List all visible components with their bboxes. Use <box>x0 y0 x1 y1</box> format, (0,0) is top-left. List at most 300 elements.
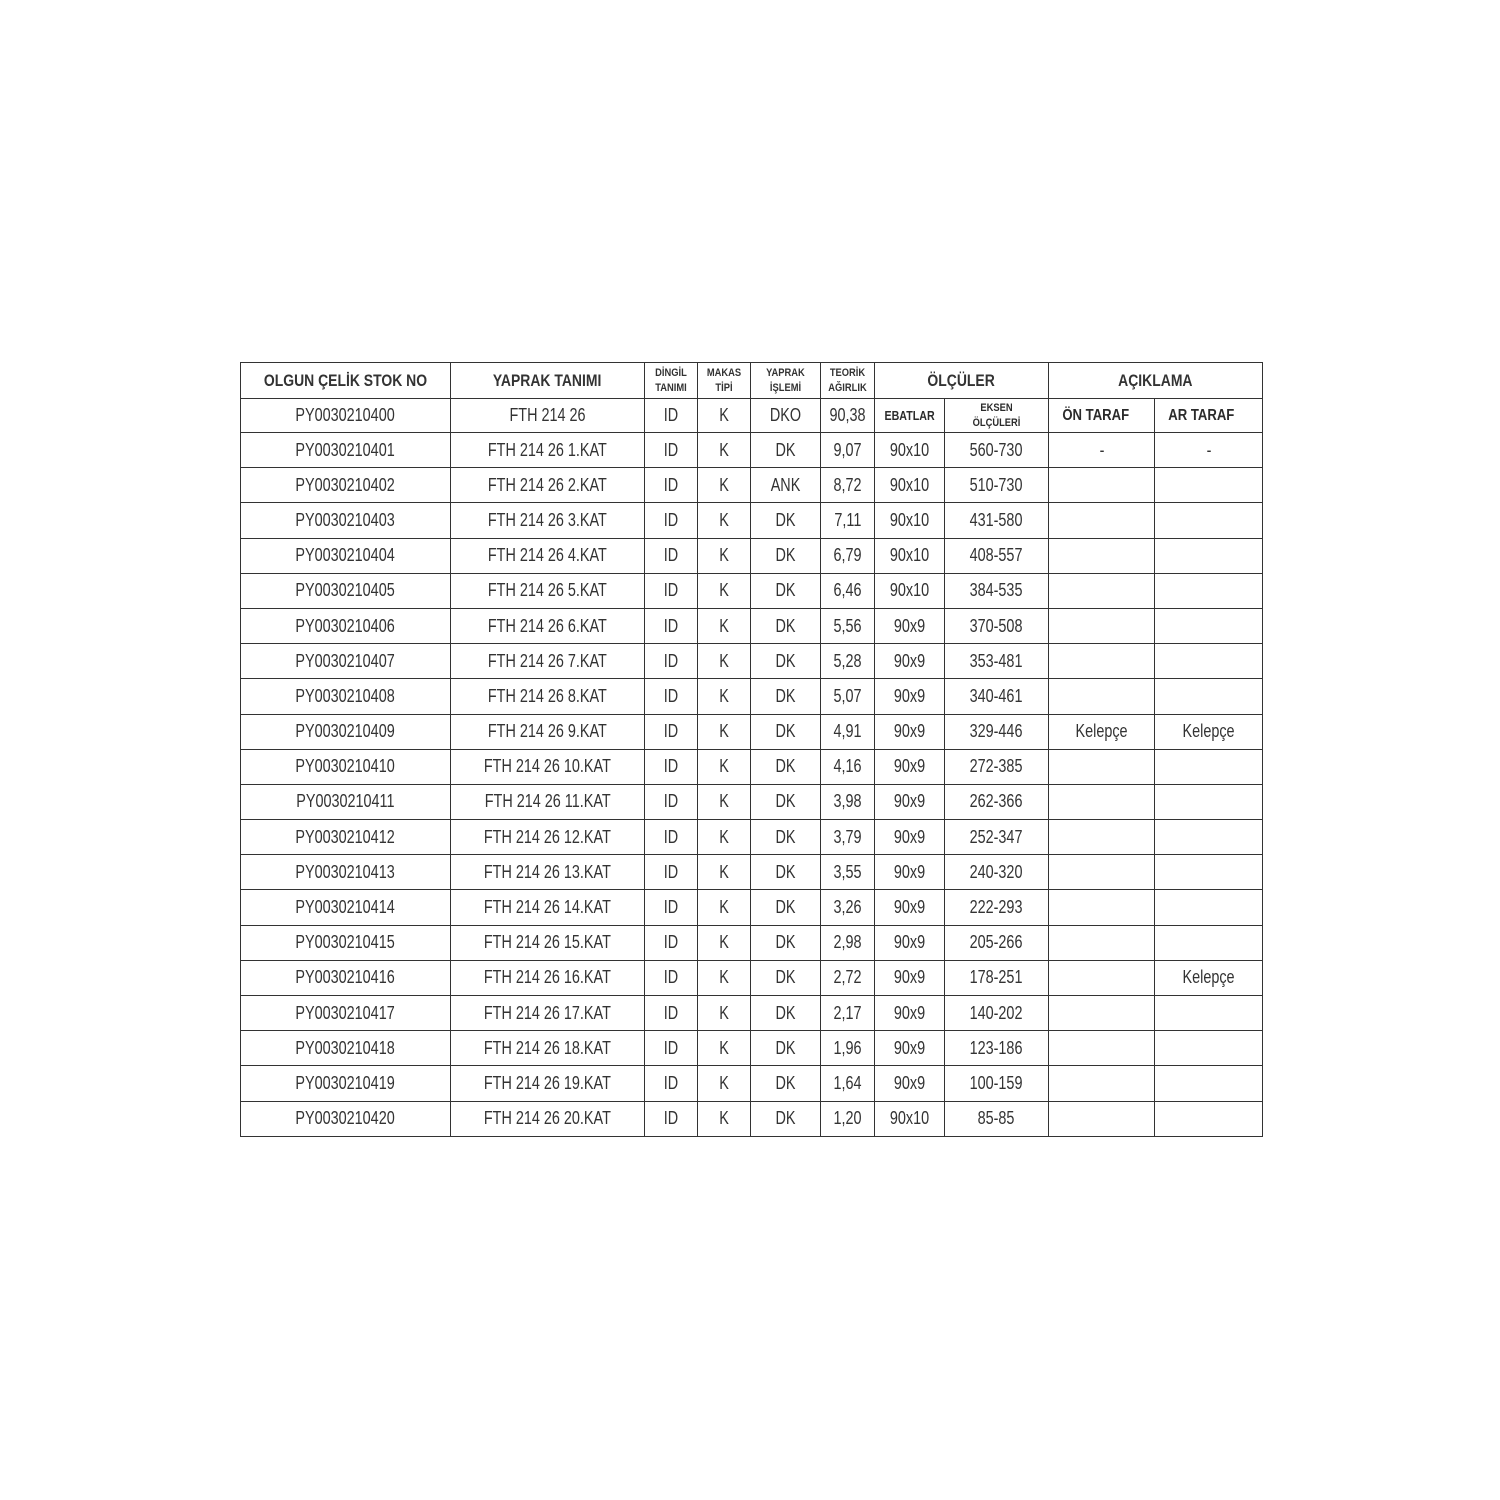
shear-cell-text: K <box>719 545 729 566</box>
weight-cell <box>821 468 875 503</box>
front-side-cell <box>1049 996 1155 1031</box>
rear-side-cell-text: - <box>1206 439 1211 460</box>
axis-dims-cell-text: 262-366 <box>970 791 1023 812</box>
size-cell <box>875 855 945 890</box>
table-row <box>241 433 1263 468</box>
leaf-desc-cell-text: FTH 214 26 2.KAT <box>487 474 607 495</box>
axle-cell-text: ID <box>663 509 679 530</box>
axle-cell <box>645 1031 698 1066</box>
front-side-cell <box>1049 960 1155 995</box>
shear-cell <box>698 608 751 643</box>
axis-dims-cell <box>945 644 1049 679</box>
leaf-desc-cell <box>451 960 645 995</box>
leaf-desc-cell <box>451 749 645 784</box>
shear-cell-text: K <box>719 615 729 636</box>
axle-cell-text: ID <box>663 650 679 671</box>
axle-cell <box>645 855 698 890</box>
process-cell-text: DK <box>775 545 796 566</box>
rear-side-cell-text: Kelepçe <box>1182 721 1235 742</box>
axle-cell: ID <box>645 399 698 433</box>
process-cell-text: DK <box>775 1072 796 1093</box>
weight-cell-text: 2,72 <box>833 967 862 988</box>
front-side-cell <box>1049 925 1155 960</box>
spec-table-container <box>240 362 1262 1137</box>
rear-side-cell <box>1155 749 1263 784</box>
stock-no-cell <box>241 890 451 925</box>
weight-cell <box>821 503 875 538</box>
weight-cell <box>821 890 875 925</box>
axle-cell-text: ID <box>663 1072 679 1093</box>
stock-no-cell-text: PY0030210401 <box>295 439 396 460</box>
rear-side-cell <box>1155 468 1263 503</box>
rear-side-cell <box>1155 433 1263 468</box>
leaf-desc-cell-text: FTH 214 26 9.KAT <box>487 721 607 742</box>
axis-dims-cell-text: 272-385 <box>970 756 1023 777</box>
axle-cell <box>645 960 698 995</box>
table-row <box>241 820 1263 855</box>
shear-cell <box>698 820 751 855</box>
front-side-cell <box>1049 1101 1155 1136</box>
leaf-desc-cell-text: FTH 214 26 10.KAT <box>484 756 611 777</box>
stock-no-cell <box>241 1031 451 1066</box>
leaf-desc-cell <box>451 890 645 925</box>
weight-cell-text: 9,07 <box>833 439 862 460</box>
axis-dims-cell <box>945 433 1049 468</box>
front-side-cell <box>1049 608 1155 643</box>
process-cell <box>751 1031 821 1066</box>
axis-dims-cell-text: 100-159 <box>970 1072 1023 1093</box>
leaf-desc-cell-text: FTH 214 26 3.KAT <box>487 509 607 530</box>
rear-side-cell <box>1155 925 1263 960</box>
weight-cell <box>821 784 875 819</box>
process-cell <box>751 714 821 749</box>
stock-no-cell-text: PY0030210412 <box>295 826 396 847</box>
process-cell <box>751 749 821 784</box>
table-row <box>241 714 1263 749</box>
stock-no-cell <box>241 573 451 608</box>
axle-cell-text: ID <box>663 439 679 460</box>
front-side-cell <box>1049 1031 1155 1066</box>
leaf-desc-cell-text: FTH 214 26 7.KAT <box>487 650 607 671</box>
stock-no-cell-text: PY0030210413 <box>295 861 396 882</box>
table-row <box>241 1066 1263 1101</box>
size-cell <box>875 996 945 1031</box>
table-row <box>241 538 1263 573</box>
shear-cell-text: K <box>719 932 729 953</box>
stock-no-cell <box>241 608 451 643</box>
weight-cell <box>821 644 875 679</box>
shear-cell <box>698 960 751 995</box>
axis-dims-cell <box>945 996 1049 1031</box>
axle-cell <box>645 1101 698 1136</box>
leaf-desc-cell <box>451 714 645 749</box>
size-cell-text: 90x9 <box>893 615 926 636</box>
axle-cell <box>645 538 698 573</box>
stock-no-cell-text: PY0030210406 <box>295 615 396 636</box>
leaf-desc-cell-text: FTH 214 26 14.KAT <box>484 897 611 918</box>
process-cell <box>751 433 821 468</box>
shear-cell <box>698 714 751 749</box>
axis-dims-cell <box>945 855 1049 890</box>
axis-dims-cell <box>945 784 1049 819</box>
weight-cell <box>821 573 875 608</box>
leaf-desc-cell <box>451 925 645 960</box>
process-cell-text: DK <box>775 439 796 460</box>
rear-side-cell <box>1155 503 1263 538</box>
leaf-desc-cell <box>451 1066 645 1101</box>
shear-cell-text: K <box>719 756 729 777</box>
axle-cell-text: ID <box>663 1108 679 1129</box>
process-cell <box>751 573 821 608</box>
stock-no-cell-text: PY0030210415 <box>295 932 396 953</box>
axis-dims-cell <box>945 1031 1049 1066</box>
leaf-desc-cell <box>451 573 645 608</box>
process-cell <box>751 503 821 538</box>
axis-dims-cell-text: 370-508 <box>970 615 1023 636</box>
shear-cell <box>698 468 751 503</box>
axle-cell <box>645 1066 698 1101</box>
leaf-desc-cell-text: FTH 214 26 11.KAT <box>484 791 611 812</box>
process-cell-text: DK <box>775 932 796 953</box>
front-side-cell-text: - <box>1099 439 1104 460</box>
front-side-cell <box>1049 644 1155 679</box>
leaf-desc-cell <box>451 855 645 890</box>
stock-no-cell <box>241 679 451 714</box>
front-side-cell <box>1049 679 1155 714</box>
axis-dims-cell <box>945 503 1049 538</box>
col-header-shear-type: MAKAS TİPİ <box>698 363 751 399</box>
table-row <box>241 855 1263 890</box>
shear-cell: K <box>698 399 751 433</box>
process-cell <box>751 890 821 925</box>
table-row <box>241 608 1263 643</box>
weight-cell <box>821 1066 875 1101</box>
shear-cell-text: K <box>719 967 729 988</box>
axle-cell <box>645 503 698 538</box>
weight-cell-text: 3,98 <box>833 791 862 812</box>
leaf-desc-cell-text: FTH 214 26 17.KAT <box>484 1002 611 1023</box>
axle-cell <box>645 573 698 608</box>
axis-dims-cell <box>945 538 1049 573</box>
axle-cell <box>645 608 698 643</box>
axle-cell-text: ID <box>663 967 679 988</box>
axle-cell-text: ID <box>663 932 679 953</box>
leaf-desc-cell-text: FTH 214 26 5.KAT <box>487 580 607 601</box>
rear-side-cell <box>1155 679 1263 714</box>
rear-side-cell <box>1155 644 1263 679</box>
stock-no-cell-text: PY0030210416 <box>295 967 396 988</box>
weight-cell <box>821 820 875 855</box>
weight-cell <box>821 855 875 890</box>
size-cell-text: 90x10 <box>889 545 930 566</box>
shear-cell <box>698 503 751 538</box>
subheader-axis-dims: EKSEN ÖLÇÜLERİ <box>945 399 1049 433</box>
shear-cell <box>698 1101 751 1136</box>
process-cell-text: DK <box>775 685 796 706</box>
weight-cell <box>821 714 875 749</box>
leaf-desc-cell-text: FTH 214 26 15.KAT <box>484 932 611 953</box>
leaf-desc-cell <box>451 679 645 714</box>
axis-dims-cell <box>945 714 1049 749</box>
leaf-desc-cell-text: FTH 214 26 18.KAT <box>484 1037 611 1058</box>
leaf-desc-cell <box>451 433 645 468</box>
size-cell <box>875 714 945 749</box>
shear-cell <box>698 538 751 573</box>
process-cell <box>751 996 821 1031</box>
stock-no-cell <box>241 644 451 679</box>
process-cell <box>751 679 821 714</box>
stock-no-cell <box>241 784 451 819</box>
axle-cell <box>645 820 698 855</box>
stock-no-cell-text: PY0030210409 <box>295 721 396 742</box>
leaf-desc-cell <box>451 784 645 819</box>
axis-dims-cell-text: 329-446 <box>970 721 1023 742</box>
process-cell-text: DK <box>775 509 796 530</box>
size-cell <box>875 925 945 960</box>
weight-cell <box>821 1031 875 1066</box>
leaf-desc-cell <box>451 1031 645 1066</box>
col-header-description: AÇIKLAMA <box>1049 363 1263 399</box>
axle-cell-text: ID <box>663 685 679 706</box>
table-row <box>241 679 1263 714</box>
leaf-desc-cell-text: FTH 214 26 8.KAT <box>487 685 607 706</box>
axis-dims-cell-text: 340-461 <box>970 685 1023 706</box>
subheader-front-side: ÖN TARAF <box>1049 399 1155 433</box>
axle-cell <box>645 996 698 1031</box>
front-side-cell <box>1049 468 1155 503</box>
process-cell-text: DK <box>775 756 796 777</box>
stock-no-cell-text: PY0030210419 <box>295 1072 396 1093</box>
weight-cell-text: 4,16 <box>833 756 862 777</box>
leaf-desc-cell <box>451 538 645 573</box>
process-cell-text: DK <box>775 615 796 636</box>
shear-cell-text: K <box>719 650 729 671</box>
axle-cell <box>645 749 698 784</box>
weight-cell-text: 5,28 <box>833 650 862 671</box>
weight-cell <box>821 996 875 1031</box>
stock-no-cell-text: PY0030210414 <box>295 897 396 918</box>
size-cell <box>875 1101 945 1136</box>
weight-cell-text: 2,98 <box>833 932 862 953</box>
shear-cell-text: K <box>719 685 729 706</box>
size-cell-text: 90x9 <box>893 1072 926 1093</box>
axis-dims-cell <box>945 960 1049 995</box>
process-cell <box>751 538 821 573</box>
weight-cell <box>821 433 875 468</box>
front-side-cell <box>1049 538 1155 573</box>
stock-no-cell <box>241 433 451 468</box>
weight-cell <box>821 1101 875 1136</box>
weight-cell-text: 6,46 <box>833 580 862 601</box>
shear-cell-text: K <box>719 897 729 918</box>
weight-cell-text: 1,20 <box>833 1108 862 1129</box>
process-cell-text: DK <box>775 721 796 742</box>
leaf-spring-spec-table <box>240 362 1263 1137</box>
table-row <box>241 890 1263 925</box>
process-cell-text: ANK <box>770 474 801 495</box>
size-cell <box>875 573 945 608</box>
leaf-desc-cell <box>451 1101 645 1136</box>
shear-cell <box>698 749 751 784</box>
table-row <box>241 784 1263 819</box>
stock-no-cell <box>241 468 451 503</box>
shear-cell-text: K <box>719 509 729 530</box>
axle-cell <box>645 644 698 679</box>
rear-side-cell <box>1155 820 1263 855</box>
leaf-desc-cell-text: FTH 214 26 12.KAT <box>484 826 611 847</box>
size-cell <box>875 960 945 995</box>
size-cell-text: 90x9 <box>893 1002 926 1023</box>
axis-dims-cell <box>945 468 1049 503</box>
size-cell-text: 90x10 <box>889 580 930 601</box>
stock-no-cell <box>241 820 451 855</box>
leaf-desc-cell <box>451 503 645 538</box>
rear-side-cell <box>1155 996 1263 1031</box>
shear-cell <box>698 1031 751 1066</box>
front-side-cell <box>1049 1066 1155 1101</box>
stock-no-cell <box>241 855 451 890</box>
process-cell-text: DK <box>775 1002 796 1023</box>
leaf-desc-cell-text: FTH 214 26 1.KAT <box>487 439 607 460</box>
size-cell <box>875 538 945 573</box>
axis-dims-cell-text: 140-202 <box>970 1002 1023 1023</box>
size-cell-text: 90x9 <box>893 932 926 953</box>
axle-cell <box>645 890 698 925</box>
size-cell <box>875 1031 945 1066</box>
rear-side-cell-text: Kelepçe <box>1182 967 1235 988</box>
axis-dims-cell-text: 384-535 <box>970 580 1023 601</box>
table-row <box>241 925 1263 960</box>
shear-cell-text: K <box>719 791 729 812</box>
process-cell-text: DK <box>775 580 796 601</box>
table-row <box>241 503 1263 538</box>
size-cell <box>875 1066 945 1101</box>
col-header-leaf-desc: YAPRAK TANIMI <box>451 363 645 399</box>
stock-no-cell-text: PY0030210410 <box>295 756 396 777</box>
shear-cell <box>698 855 751 890</box>
shear-cell <box>698 890 751 925</box>
rear-side-cell <box>1155 714 1263 749</box>
process-cell-text: DK <box>775 826 796 847</box>
axle-cell-text: ID <box>663 545 679 566</box>
axle-cell <box>645 679 698 714</box>
table-row <box>241 468 1263 503</box>
axle-cell-text: ID <box>663 756 679 777</box>
leaf-desc-cell-text: FTH 214 26 19.KAT <box>484 1072 611 1093</box>
front-side-cell <box>1049 503 1155 538</box>
axle-cell <box>645 784 698 819</box>
axle-cell-text: ID <box>663 615 679 636</box>
size-cell <box>875 784 945 819</box>
weight-cell-text: 2,17 <box>833 1002 862 1023</box>
col-header-axle: DİNGİL TANIMI <box>645 363 698 399</box>
size-cell-text: 90x9 <box>893 967 926 988</box>
leaf-desc-cell-text: FTH 214 26 4.KAT <box>487 545 607 566</box>
first-data-row <box>241 399 1263 433</box>
process-cell-text: DK <box>775 1037 796 1058</box>
shear-cell-text: K <box>719 1108 729 1129</box>
table-row <box>241 996 1263 1031</box>
axle-cell-text: ID <box>663 474 679 495</box>
header-row-1 <box>241 363 1263 399</box>
rear-side-cell <box>1155 1031 1263 1066</box>
shear-cell-text: K <box>719 439 729 460</box>
axle-cell-text: ID <box>663 1002 679 1023</box>
weight-cell-text: 1,64 <box>833 1072 862 1093</box>
size-cell <box>875 608 945 643</box>
leaf-desc-cell: FTH 214 26 <box>451 399 645 433</box>
stock-no-cell <box>241 714 451 749</box>
axle-cell-text: ID <box>663 1037 679 1058</box>
size-cell-text: 90x10 <box>889 509 930 530</box>
stock-no-cell-text: PY0030210403 <box>295 509 396 530</box>
stock-no-cell-text: PY0030210408 <box>295 685 396 706</box>
axle-cell <box>645 925 698 960</box>
stock-no-cell <box>241 996 451 1031</box>
process-cell <box>751 1101 821 1136</box>
size-cell <box>875 679 945 714</box>
shear-cell <box>698 925 751 960</box>
axis-dims-cell <box>945 749 1049 784</box>
shear-cell-text: K <box>719 826 729 847</box>
size-cell <box>875 820 945 855</box>
weight-cell-text: 7,11 <box>834 509 861 530</box>
stock-no-cell-text: PY0030210420 <box>295 1108 396 1129</box>
axis-dims-cell-text: 205-266 <box>970 932 1023 953</box>
size-cell <box>875 468 945 503</box>
axis-dims-cell-text: 353-481 <box>970 650 1023 671</box>
shear-cell-text: K <box>719 580 729 601</box>
axle-cell <box>645 468 698 503</box>
axis-dims-cell-text: 252-347 <box>970 826 1023 847</box>
size-cell-text: 90x9 <box>893 650 926 671</box>
weight-cell-text: 6,79 <box>833 545 862 566</box>
process-cell <box>751 925 821 960</box>
size-cell-text: 90x9 <box>893 1037 926 1058</box>
stock-no-cell: PY0030210400 <box>241 399 451 433</box>
axis-dims-cell <box>945 608 1049 643</box>
front-side-cell <box>1049 749 1155 784</box>
axle-cell <box>645 714 698 749</box>
shear-cell-text: K <box>719 1002 729 1023</box>
shear-cell-text: K <box>719 474 729 495</box>
rear-side-cell <box>1155 784 1263 819</box>
front-side-cell-text: Kelepçe <box>1075 721 1128 742</box>
size-cell-text: 90x9 <box>893 826 926 847</box>
leaf-desc-cell <box>451 608 645 643</box>
weight-cell-text: 3,55 <box>833 861 862 882</box>
table-row <box>241 749 1263 784</box>
col-header-stock-no: OLGUN ÇELİK STOK NO <box>241 363 451 399</box>
rear-side-cell <box>1155 608 1263 643</box>
axis-dims-cell-text: 222-293 <box>970 897 1023 918</box>
weight-cell <box>821 960 875 995</box>
size-cell-text: 90x9 <box>893 861 926 882</box>
axle-cell <box>645 433 698 468</box>
process-cell-text: DK <box>775 650 796 671</box>
process-cell <box>751 820 821 855</box>
size-cell-text: 90x9 <box>893 756 926 777</box>
axis-dims-cell-text: 240-320 <box>970 861 1023 882</box>
weight-cell <box>821 749 875 784</box>
stock-no-cell <box>241 749 451 784</box>
axis-dims-cell <box>945 679 1049 714</box>
axle-cell-text: ID <box>663 826 679 847</box>
axle-cell-text: ID <box>663 791 679 812</box>
shear-cell <box>698 784 751 819</box>
stock-no-cell <box>241 960 451 995</box>
shear-cell-text: K <box>719 1037 729 1058</box>
